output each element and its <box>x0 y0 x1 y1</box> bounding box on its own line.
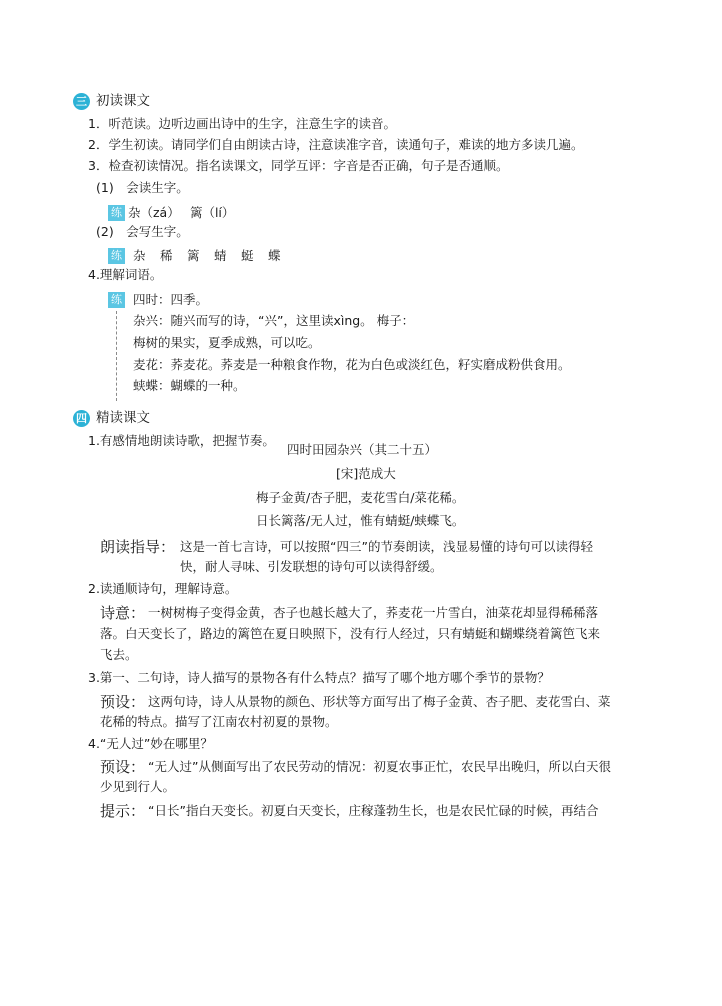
section-number-badge: 三 <box>73 93 90 110</box>
meaning-text: 一树树梅子变得金黄，杏子也越长越大了，荞麦花一片雪白，油菜花却显得稀稀落 <box>148 605 599 620</box>
practice-text: 杂 稀 篱 蜻 蜓 蝶 <box>133 248 282 263</box>
list-item: 2．学生初读。请同学们自由朗读古诗，注意读准字音，读通句子，难读的地方多读几遍。 <box>88 137 584 152</box>
reading-guide-text: 快，耐人寻味、引发联想的诗句可以读得舒缓。 <box>180 559 443 574</box>
list-item: 4.理解词语。 <box>88 267 163 282</box>
meaning-text: 飞去。 <box>100 647 138 662</box>
preset-label: 预设： <box>100 693 146 711</box>
preset-text: “无人过”从侧面写出了农民劳动的情况：初夏农事正忙，农民早出晚归，所以白天很 <box>148 759 611 774</box>
list-item: 3．检查初读情况。指名读课文，同学互评：字音是否正确，句子是否通顺。 <box>88 158 509 173</box>
practice-icon: 练 <box>108 292 125 308</box>
question: 1.有感情地朗读诗歌，把握节奏。 <box>88 433 275 448</box>
section-title: 精读课文 <box>96 410 150 426</box>
preset-text: 少见到行人。 <box>100 779 176 794</box>
vocab-line: 蛱蝶：蝴蝶的一种。 <box>133 378 246 393</box>
vocab-line: 杂兴：随兴而写的诗，“兴”，这里读xìng。 梅子： <box>133 313 415 328</box>
poem-author: [宋]范成大 <box>336 466 396 481</box>
preset-text: 这两句诗，诗人从景物的颜色、形状等方面写出了梅子金黄、杏子肥、麦花雪白、菜 <box>148 694 611 709</box>
practice-text: 杂（zá） 篱（lí） <box>128 205 235 220</box>
meaning-text: 落。白天变长了，路边的篱笆在夏日映照下，没有行人经过，只有蜻蜓和蝴蝶绕着篱笆飞来 <box>100 626 601 641</box>
question: 2.读通顺诗句，理解诗意。 <box>88 581 238 596</box>
section-title: 初读课文 <box>96 93 150 109</box>
reading-guide-label: 朗读指导： <box>100 538 176 556</box>
practice-icon: 练 <box>108 205 125 221</box>
vocab-line: 麦花：荞麦花。荞麦是一种粮食作物，花为白色或淡红色，籽实磨成粉供食用。 <box>133 357 571 372</box>
reading-guide-text: 这是一首七言诗，可以按照“四三”的节奏朗读，浅显易懂的诗句可以读得轻 <box>180 539 593 554</box>
sub-item: (2) 会写生字。 <box>96 224 189 239</box>
preset-text: 花稀的特点。描写了江南农村初夏的景物。 <box>100 714 338 729</box>
meaning-label: 诗意： <box>100 604 146 622</box>
practice-icon: 练 <box>108 248 125 264</box>
poem-line: 梅子金黄/杏子肥，麦花雪白/菜花稀。 <box>256 490 465 505</box>
sub-item: (1) 会读生字。 <box>96 180 189 195</box>
divider <box>116 311 117 401</box>
question: 4.“无人过”妙在哪里？ <box>88 736 213 751</box>
vocab-line: 梅树的果实，夏季成熟，可以吃。 <box>133 335 321 350</box>
vocab-line: 四时：四季。 <box>133 292 209 307</box>
hint-label: 提示： <box>100 802 146 820</box>
list-item: 1．听范读。边听边画出诗中的生字，注意生字的读音。 <box>88 116 396 131</box>
section-number-badge: 四 <box>73 410 90 427</box>
hint-text: “日长”指白天变长。初夏白天变长，庄稼蓬勃生长，也是农民忙碌的时候，再结合 <box>148 803 599 818</box>
poem-title: 四时田园杂兴（其二十五） <box>287 442 438 457</box>
question: 3.第一、二句诗，诗人描写的景物各有什么特点？描写了哪个地方哪个季节的景物？ <box>88 670 550 685</box>
poem-line: 日长篱落/无人过，惟有蜻蜓/蛱蝶飞。 <box>256 513 465 528</box>
preset-label: 预设： <box>100 758 146 776</box>
